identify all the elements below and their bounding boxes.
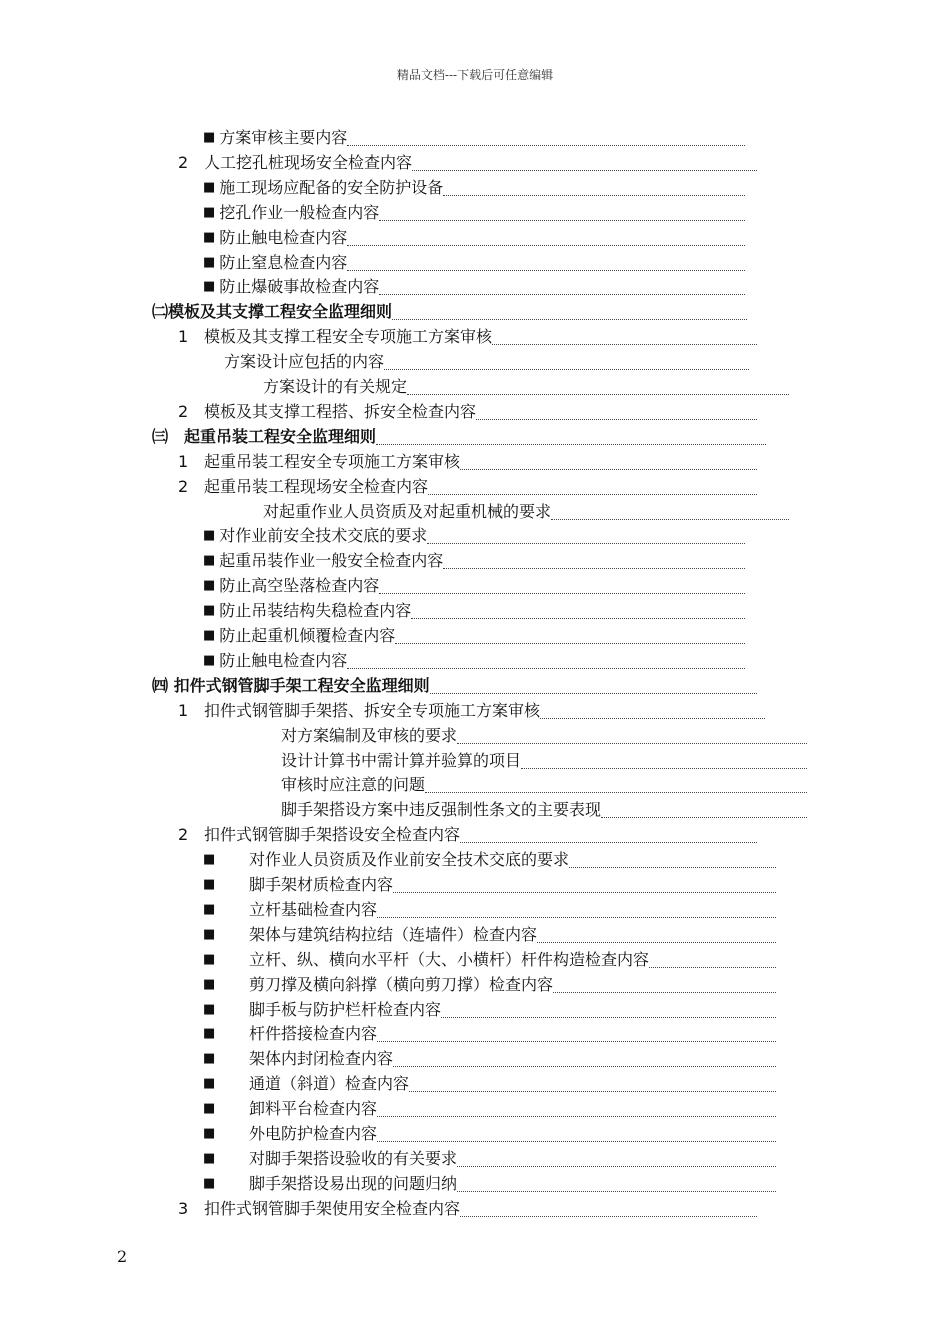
dotted-leader — [460, 1215, 757, 1217]
dotted-leader — [427, 542, 745, 544]
toc-entry — [203, 1020, 776, 1044]
toc-entry — [203, 1095, 776, 1119]
toc-entry — [178, 448, 757, 472]
toc-entry-text: 设计计算书中需计算并验算的项目 — [281, 751, 522, 770]
toc-entry-text: 脚手架搭设易出现的问题归纳 — [249, 1174, 458, 1193]
toc-entry-text: 防止高空坠落检查内容 — [219, 576, 380, 595]
toc-entry — [203, 921, 776, 945]
toc-entry-text: 脚手架材质检查内容 — [249, 875, 394, 894]
square-bullet-icon: ■ — [203, 578, 216, 593]
toc-entry-text: 架体内封闭检查内容 — [249, 1049, 394, 1068]
dotted-leader — [376, 443, 766, 445]
toc-entry-text: 扣件式钢管脚手架搭、拆安全专项施工方案审核 — [204, 701, 541, 720]
square-bullet-icon: ■ — [203, 1126, 216, 1141]
toc-entry-text: 剪刀撑及横向斜撑（横向剪刀撑）检查内容 — [249, 975, 554, 994]
dotted-leader — [601, 816, 807, 818]
toc-entry — [203, 622, 745, 646]
dotted-leader — [457, 1190, 776, 1192]
toc-entry-text: 起重吊装工程现场安全检查内容 — [204, 477, 429, 496]
toc-entry — [203, 647, 745, 671]
dotted-leader — [379, 219, 745, 221]
toc-entry-text: 脚手板与防护栏杆检查内容 — [249, 1000, 442, 1019]
toc-entry-number: 2 — [178, 402, 189, 421]
toc-entry — [203, 174, 745, 198]
toc-entry-text: 对脚手架搭设验收的有关要求 — [249, 1149, 458, 1168]
toc-entry-number: 3 — [178, 1199, 189, 1218]
toc-entry — [203, 1170, 776, 1194]
square-bullet-icon: ■ — [203, 1151, 216, 1166]
square-bullet-icon: ■ — [203, 877, 216, 892]
toc-entry-text: 对作业前安全技术交底的要求 — [219, 526, 428, 545]
toc-entry-text: 方案设计的有关规定 — [263, 377, 408, 396]
toc-entry-text: 外电防护检查内容 — [249, 1124, 378, 1143]
dotted-leader — [551, 518, 789, 520]
square-bullet-icon: ■ — [203, 1026, 216, 1041]
dotted-leader — [347, 269, 745, 271]
toc-entry-text: 模板及其支撑工程搭、拆安全检查内容 — [204, 402, 477, 421]
dotted-leader — [443, 194, 745, 196]
toc-entry — [203, 1120, 776, 1144]
toc-entry-number: 2 — [178, 153, 189, 172]
toc-entry — [203, 124, 745, 148]
square-bullet-icon: ■ — [203, 130, 216, 145]
square-bullet-icon: ■ — [203, 952, 216, 967]
square-bullet-icon: ■ — [203, 255, 216, 270]
toc-entry — [203, 597, 745, 621]
toc-section-heading — [152, 298, 747, 322]
toc-entry-text: 防止触电检查内容 — [219, 228, 348, 247]
toc-entry — [203, 199, 745, 223]
dotted-leader — [411, 617, 745, 619]
toc-entry — [178, 149, 757, 173]
toc-entry — [203, 1070, 776, 1094]
dotted-leader — [425, 791, 807, 793]
toc-entry — [178, 1195, 757, 1219]
square-bullet-icon: ■ — [203, 628, 216, 643]
dotted-leader — [377, 1040, 776, 1042]
toc-entry — [178, 473, 757, 497]
toc-entry-text: ㈢ 起重吊装工程安全监理细则 — [152, 427, 377, 446]
toc-entry-number: 2 — [178, 825, 189, 844]
toc-entry — [281, 771, 807, 795]
dotted-leader — [553, 991, 776, 993]
dotted-leader — [377, 916, 776, 918]
toc-entry — [203, 547, 745, 571]
toc-entry-text: 立杆、纵、横向水平杆（大、小横杆）杆件构造检查内容 — [249, 950, 650, 969]
toc-entry-text: 防止触电检查内容 — [219, 651, 348, 670]
toc-section-heading — [152, 672, 757, 696]
toc-entry-text: 挖孔作业一般检查内容 — [219, 203, 380, 222]
toc-entry — [203, 996, 776, 1020]
toc-entry — [224, 348, 749, 372]
toc-entry — [263, 373, 789, 397]
toc-entry — [203, 1045, 776, 1069]
dotted-leader — [537, 941, 776, 943]
toc-entry-number: 1 — [178, 701, 189, 720]
toc-entry — [203, 971, 776, 995]
square-bullet-icon: ■ — [203, 1051, 216, 1066]
dotted-leader — [347, 667, 745, 669]
toc-entry-text: 防止起重机倾覆检查内容 — [219, 626, 396, 645]
dotted-leader — [457, 742, 807, 744]
dotted-leader — [393, 891, 776, 893]
square-bullet-icon: ■ — [203, 205, 216, 220]
dotted-leader — [476, 418, 757, 420]
square-bullet-icon: ■ — [203, 230, 216, 245]
toc-entry-text: 对起重作业人员资质及对起重机械的要求 — [263, 502, 552, 521]
dotted-leader — [347, 244, 745, 246]
toc-entry-number: 1 — [178, 452, 189, 471]
toc-entry — [281, 796, 807, 820]
toc-entry-text: 防止爆破事故检查内容 — [219, 277, 380, 296]
dotted-leader — [407, 393, 789, 395]
toc-entry — [203, 871, 776, 895]
dotted-leader — [393, 1065, 776, 1067]
toc-entry-text: 杆件搭接检查内容 — [249, 1024, 378, 1043]
toc-entry — [203, 249, 745, 273]
square-bullet-icon: ■ — [203, 1101, 216, 1116]
square-bullet-icon: ■ — [203, 528, 216, 543]
toc-entry-text: 对作业人员资质及作业前安全技术交底的要求 — [249, 850, 570, 869]
toc-entry-text: 扣件式钢管脚手架使用安全检查内容 — [204, 1199, 461, 1218]
toc-entry-text: ㈡模板及其支撑工程安全监理细则 — [152, 302, 393, 321]
square-bullet-icon: ■ — [203, 852, 216, 867]
toc-entry — [281, 747, 807, 771]
dotted-leader — [649, 966, 776, 968]
square-bullet-icon: ■ — [203, 902, 216, 917]
dotted-leader — [457, 1165, 776, 1167]
square-bullet-icon: ■ — [203, 180, 216, 195]
toc-entry-text: 模板及其支撑工程安全专项施工方案审核 — [204, 327, 493, 346]
dotted-leader — [460, 468, 757, 470]
toc-entry-text: 起重吊装工程安全专项施工方案审核 — [204, 452, 461, 471]
toc-entry-text: 起重吊装作业一般安全检查内容 — [219, 551, 444, 570]
dotted-leader — [443, 567, 745, 569]
toc-entry-text: 防止吊装结构失稳检查内容 — [219, 601, 412, 620]
toc-entry — [203, 224, 745, 248]
toc-entry — [203, 846, 776, 870]
square-bullet-icon: ■ — [203, 279, 216, 294]
toc-entry-text: 方案设计应包括的内容 — [224, 352, 385, 371]
toc-entry-text: 人工挖孔桩现场安全检查内容 — [204, 153, 413, 172]
toc-entry-text: 扣件式钢管脚手架搭设安全检查内容 — [204, 825, 461, 844]
toc-entry-number: 1 — [178, 327, 189, 346]
toc-section-heading — [152, 423, 766, 447]
dotted-leader — [540, 717, 765, 719]
square-bullet-icon: ■ — [203, 1076, 216, 1091]
toc-entry — [178, 323, 757, 347]
square-bullet-icon: ■ — [203, 1002, 216, 1017]
toc-entry-text: ㈣ 扣件式钢管脚手架工程安全监理细则 — [152, 676, 430, 695]
toc-entry — [178, 821, 757, 845]
toc-entry-text: 脚手架搭设方案中违反强制性条文的主要表现 — [281, 800, 602, 819]
dotted-leader — [521, 767, 807, 769]
square-bullet-icon: ■ — [203, 977, 216, 992]
dotted-leader — [395, 642, 745, 644]
dotted-leader — [377, 1140, 776, 1142]
dotted-leader — [492, 343, 757, 345]
toc-entry — [203, 896, 776, 920]
toc-entry-text: 对方案编制及审核的要求 — [281, 726, 458, 745]
square-bullet-icon: ■ — [203, 927, 216, 942]
dotted-leader — [377, 1115, 776, 1117]
page-number: 2 — [117, 1247, 128, 1266]
toc-entry-text: 施工现场应配备的安全防护设备 — [219, 178, 444, 197]
toc-entry — [203, 273, 745, 297]
page-header: 精品文档---下载后可任意编辑 — [396, 68, 554, 82]
toc-entry-text: 卸料平台检查内容 — [249, 1099, 378, 1118]
toc-entry-text: 通道（斜道）检查内容 — [249, 1074, 410, 1093]
toc-entry-text: 审核时应注意的问题 — [281, 775, 426, 794]
dotted-leader — [412, 169, 757, 171]
toc-entry — [281, 722, 807, 746]
dotted-leader — [379, 592, 745, 594]
toc-entry-text: 方案审核主要内容 — [219, 128, 348, 147]
toc-entry-number: 2 — [178, 477, 189, 496]
dotted-leader — [384, 368, 749, 370]
dotted-leader — [569, 866, 776, 868]
square-bullet-icon: ■ — [203, 603, 216, 618]
toc-entry — [203, 522, 745, 546]
toc-entry-text: 架体与建筑结构拉结（连墙件）检查内容 — [249, 925, 538, 944]
dotted-leader — [347, 144, 745, 146]
toc-entry — [178, 398, 757, 422]
dotted-leader — [428, 493, 757, 495]
square-bullet-icon: ■ — [203, 553, 216, 568]
dotted-leader — [379, 293, 745, 295]
toc-entry-text: 立杆基础检查内容 — [249, 900, 378, 919]
dotted-leader — [409, 1090, 776, 1092]
dotted-leader — [441, 1016, 776, 1018]
toc-entry — [203, 572, 745, 596]
dotted-leader — [430, 692, 757, 694]
toc-entry — [178, 697, 765, 721]
square-bullet-icon: ■ — [203, 653, 216, 668]
toc-entry — [203, 1145, 776, 1169]
toc-entry — [203, 946, 776, 970]
toc-entry-text: 防止窒息检查内容 — [219, 253, 348, 272]
toc-entry — [263, 498, 789, 522]
dotted-leader — [392, 318, 747, 320]
square-bullet-icon: ■ — [203, 1176, 216, 1191]
dotted-leader — [460, 841, 757, 843]
